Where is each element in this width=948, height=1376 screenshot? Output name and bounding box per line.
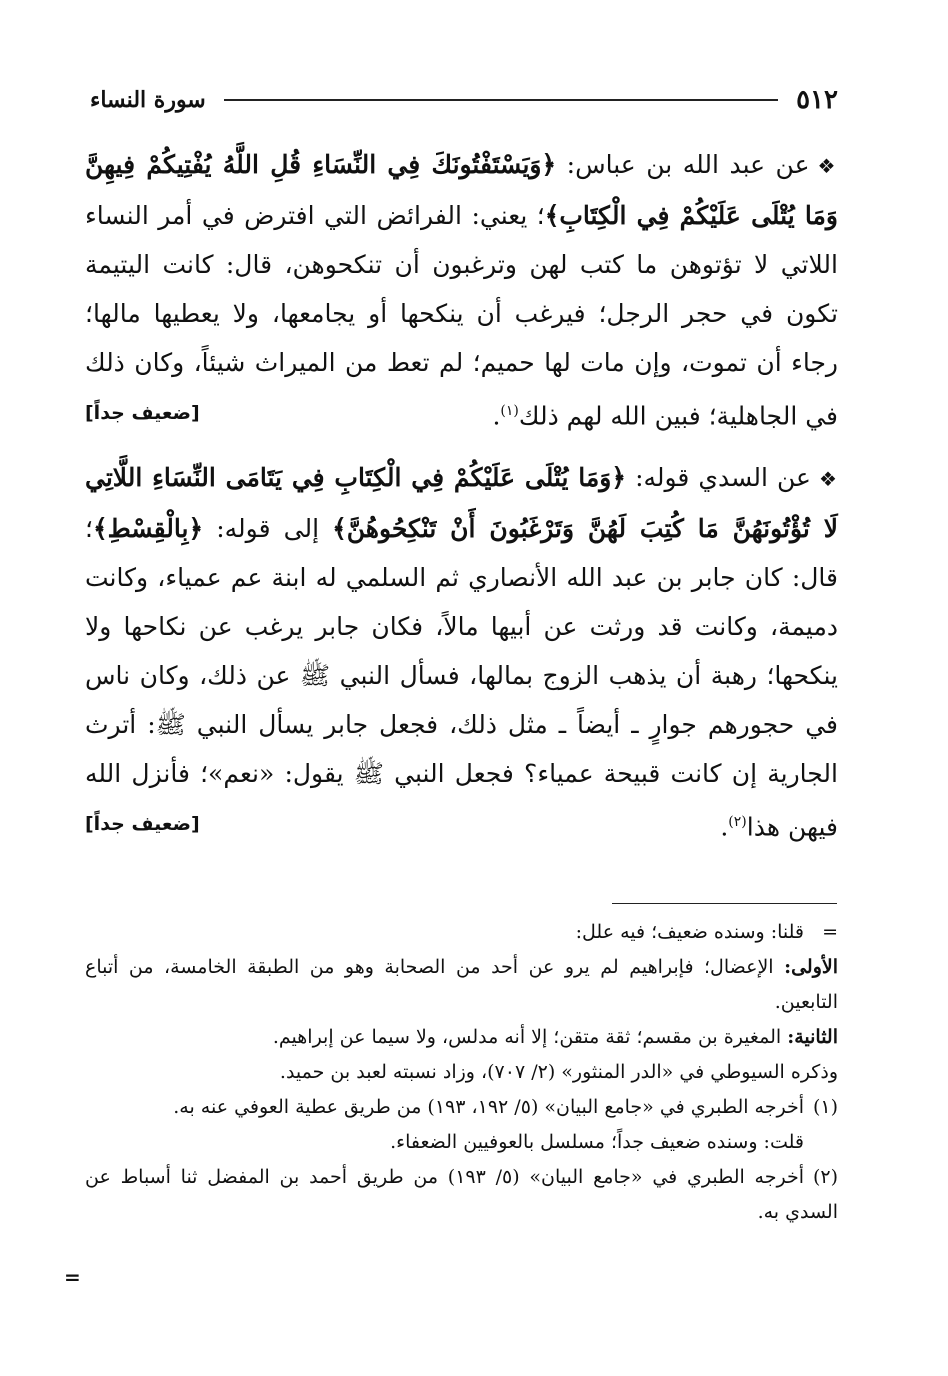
continuation-marker: =	[822, 921, 838, 943]
narration-mid: إلى قوله:	[203, 514, 333, 544]
footnote-number: (٢)	[812, 1166, 838, 1188]
narration-ibn-abbas	[85, 140, 838, 440]
footnote-suyuti: وذكره السيوطي في «الدر المنثور» (٢/ ٧٠٧)، وزاد نسبته لعبد بن حميد.	[279, 1061, 838, 1083]
main-text	[85, 140, 838, 865]
narration-intro: عن عبد الله بن عباس:	[556, 150, 810, 179]
footnote-continuation: =قلنا: وسنده ضعيف؛ فيه علل:	[85, 915, 838, 950]
footnote-2: (٢)أخرجه الطبري في «جامع البيان» (٥/ ١٩٣) من طريق أحمد بن المفضل ثنا أسباط عن السدي به.	[85, 1160, 838, 1230]
footnote-1-note: قلت: وسنده ضعيف جداً؛ مسلسل بالعوفيين الضعفاء.	[390, 1131, 804, 1153]
narration-intro: عن السدي قوله:	[626, 463, 811, 493]
narration-body: ؛ يعني: الفرائض التي افترض في أمر النساء اللاتي لا تؤتوهن ما كتب لهن وترغبون أن تنكحوهن، قال: كانت اليتيمة تكون في حجر الرجل؛ فيرغب أن ينكحها أو يجامعها، ولا يعطيها مالها؛ رجاء أن تموت، وإن مات لها حميم؛ لم تعط من الميراث شيئاً، وكان ذلك في الجاهلية؛ فبين الله لهم ذلك	[85, 201, 838, 431]
page-number: ٥١٢	[796, 85, 838, 115]
footnotes	[85, 915, 838, 1230]
page-header	[90, 80, 838, 120]
footnote-number: (١)	[812, 1096, 838, 1118]
hadith-grade: [ضعيف جداً]	[85, 813, 200, 836]
continues-marker: =	[64, 1265, 81, 1289]
footnote-separator	[612, 903, 837, 904]
hadith-grade: [ضعيف جداً]	[85, 402, 200, 424]
footnote-second-defect: الثانية: المغيرة بن مقسم؛ ثقة متقن؛ إلا أنه مدلس، ولا سيما عن إبراهيم.	[272, 1026, 838, 1048]
surah-title: سورة النساء	[90, 87, 206, 113]
footnote-1: (١)أخرجه الطبري في «جامع البيان» (٥/ ١٩٢، ١٩٣) من طريق عطية العوفي عنه به.	[85, 1090, 838, 1125]
bullet-icon: ❖	[817, 154, 838, 178]
header-rule	[224, 99, 778, 101]
quran-verse: ﴿وَمَا يُتْلَى عَلَيْكُمْ فِي الْكِتَابِ فِي يَتَامَى النِّسَاءِ اللَّاتِي لَا تُؤْتُونَهُنَّ مَا كُتِبَ لَهُنَّ وَتَرْغَبُونَ أَنْ تَنْكِحُوهُنَّ﴾	[85, 463, 838, 544]
narration-end: .	[492, 401, 501, 431]
narration-body: ؛ قال: كان جابر بن عبد الله الأنصاري ثم السلمي له ابنة عم عمياء، وكانت دميمة، وكانت قد ورثت عن أبيها مالاً، فكان جابر يرغب عن نكاحها ولا ينكحها؛ رهبة أن يذهب الزوج بمالها، فسأل النبي ﷺ عن ذلك، وكان ناس في حجورهم جوارٍ ـ أيضاً ـ مثل ذلك، فجعل جابر يسأل النبي ﷺ: أترث الجارية إن كانت قبيحة عمياء؟ فجعل النبي ﷺ يقول: «نعم»؛ فأنزل الله فيهن هذا	[85, 514, 838, 842]
footnote-first-defect: الأولى: الإعضال؛ فإبراهيم لم يرو عن أحد من الصحابة وهو من الطبقة الخامسة، من أتباع التابعين.	[85, 956, 838, 1013]
quran-verse-end: ﴿بِالْقِسْطِ﴾	[92, 514, 204, 544]
footnote-ref: (٢)	[728, 814, 747, 831]
quran-verse: ﴿وَيَسْتَفْتُونَكَ فِي النِّسَاءِ قُلِ اللَّهُ يُفْتِيكُمْ فِيهِنَّ وَمَا يُتْلَى عَلَيْكُمْ فِي الْكِتَابِ﴾	[85, 150, 838, 230]
narration-end: .	[720, 812, 729, 842]
footnote-ref: (١)	[500, 403, 519, 419]
bullet-icon: ❖	[818, 467, 839, 492]
narration-suddi	[85, 453, 838, 851]
